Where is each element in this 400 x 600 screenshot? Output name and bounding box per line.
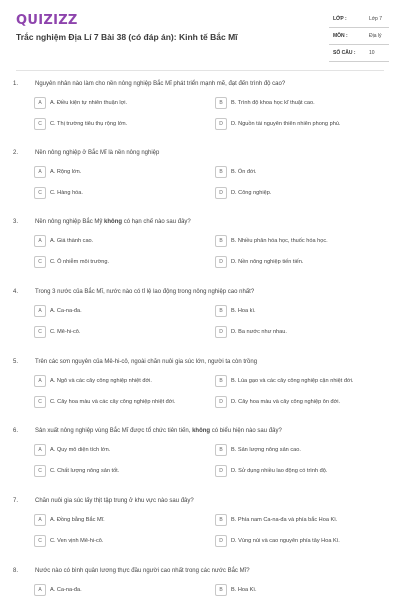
- option-letter-box: D: [215, 256, 227, 268]
- option-letter-box: C: [34, 326, 46, 338]
- question-text: Trên các sơn nguyên của Mê-hi-cô, ngoài chăn nuôi gia súc lớn, người ta còn trồng: [35, 359, 258, 365]
- option-letter-box: D: [215, 465, 227, 477]
- option-text: B. Sản lượng nông sản cao.: [231, 447, 301, 453]
- option-letter-box: A: [34, 584, 46, 596]
- option-letter-box: B: [215, 235, 227, 247]
- question-8: [0, 568, 400, 600]
- question-text: Trong 3 nước của Bắc Mĩ, nước nào có tỉ lệ lao động trong nông nghiệp cao nhất?: [35, 289, 255, 295]
- option-text: A. Rộng lớn.: [50, 169, 82, 175]
- option-text: A. Ca-na-đa.: [50, 587, 82, 593]
- option-text: C. Hàng hóa.: [50, 190, 83, 196]
- option-text: C. Cây hoa màu và các cây công nghiệp nhiệt đới.: [50, 399, 176, 405]
- question-text-part: Nền nông nghiệp Bắc Mỹ: [35, 219, 105, 225]
- option-letter-box: B: [215, 514, 227, 526]
- option-letter-box: B: [215, 166, 227, 178]
- option-text: D. Nguồn tài nguyên thiên nhiên phong phú.: [231, 121, 341, 127]
- option-letter-box: C: [34, 465, 46, 477]
- option-letter-box: A: [34, 444, 46, 456]
- option-letter-box: D: [215, 118, 227, 130]
- option-text: C. Thị trường tiêu thụ rộng lớn.: [50, 121, 128, 127]
- option-letter-box: A: [34, 97, 46, 109]
- meta-value: Địa lý: [369, 33, 382, 39]
- option-letter-box: A: [34, 514, 46, 526]
- option-text: A. Đồng bằng Bắc Mĩ.: [50, 517, 105, 523]
- option-text: D. Cây hoa màu và cây công nghiệp ôn đới.: [231, 399, 341, 405]
- meta-label: LỚP :: [333, 16, 347, 22]
- header-divider: [16, 70, 384, 71]
- question-number: 4.: [13, 289, 19, 295]
- option-text: A. Quy mô diện tích lớn.: [50, 447, 111, 453]
- meta-table: [329, 13, 389, 62]
- question-text-part: Sản xuất nông nghiệp vùng Bắc Mĩ được tổ chức tiên tiến,: [35, 428, 193, 434]
- option-letter-box: A: [34, 305, 46, 317]
- option-text: C. Chất lượng nông sản tốt.: [50, 468, 120, 474]
- option-text: D. Sử dụng nhiều lao động có trình độ.: [231, 468, 328, 474]
- question-1: [0, 81, 400, 151]
- option-text: D. Nền nông nghiệp tiến tiến.: [231, 259, 304, 265]
- question-text: Nguyên nhân nào làm cho nền nông nghiệp Bắc Mĩ phát triển mạnh mẽ, đạt đến trình độ cao?: [35, 81, 286, 87]
- option-letter-box: A: [34, 375, 46, 387]
- option-letter-box: B: [215, 375, 227, 387]
- option-letter-box: D: [215, 396, 227, 408]
- question-text: [35, 428, 282, 434]
- question-negation: không: [104, 219, 123, 225]
- question-number: 3.: [13, 219, 19, 225]
- option-text: C. Ô nhiễm môi trường.: [50, 259, 110, 265]
- option-text: A. Ngô và các cây công nghiệp nhiệt đới.: [50, 378, 152, 384]
- option-text: B. Hoa kì.: [231, 308, 256, 314]
- question-number: 5.: [13, 359, 19, 365]
- question-text: Chăn nuôi gia súc lấy thịt tập trung ở khu vực nào sau đây?: [35, 498, 194, 504]
- option-text: B. Phía nam Ca-na-đa và phía bắc Hoa Kì.: [231, 517, 338, 523]
- option-text: D. Vùng núi và cao nguyên phía tây Hoa Kì.: [231, 538, 340, 544]
- question-text-part: có hạn chế nào sau đây?: [122, 219, 191, 225]
- question-3: [0, 219, 400, 289]
- meta-row-class: [329, 13, 389, 28]
- question-negation: không: [192, 428, 211, 434]
- option-text: C. Ven vịnh Mê-hi-cô.: [50, 538, 104, 544]
- question-5: [0, 359, 400, 429]
- option-letter-box: D: [215, 187, 227, 199]
- option-letter-box: C: [34, 187, 46, 199]
- option-letter-box: A: [34, 166, 46, 178]
- question-number: 7.: [13, 498, 19, 504]
- option-text: C. Mê-hi-cô.: [50, 329, 81, 335]
- option-text: B. Trình độ khoa học kĩ thuật cao.: [231, 100, 315, 106]
- question-text: [35, 219, 191, 225]
- option-letter-box: C: [34, 256, 46, 268]
- option-text: A. Ca-na-đa.: [50, 308, 82, 314]
- option-text: B. Lúa gạo và các cây công nghiệp cận nhiệt đới.: [231, 378, 354, 384]
- question-text-part: có biểu hiện nào sau đây?: [210, 428, 282, 434]
- meta-label: SỐ CÂU :: [333, 50, 356, 56]
- worksheet-header: [0, 0, 400, 66]
- meta-row-question-count: [329, 47, 389, 62]
- page-title: Trắc nghiệm Địa Lí 7 Bài 38 (có đáp án): Kinh tế Bắc Mĩ: [16, 32, 238, 42]
- quizizz-logo: QUIZIZZ: [16, 13, 78, 28]
- option-letter-box: A: [34, 235, 46, 247]
- question-number: 2.: [13, 150, 19, 156]
- meta-value: Lớp 7: [369, 16, 383, 22]
- option-letter-box: C: [34, 396, 46, 408]
- option-text: B. Hoa Kì.: [231, 587, 257, 593]
- option-letter-box: B: [215, 444, 227, 456]
- option-text: B. Nhiều phân hóa học, thuốc hóa học.: [231, 238, 328, 244]
- option-text: D. Công nghiệp.: [231, 190, 272, 196]
- question-number: 6.: [13, 428, 19, 434]
- option-letter-box: B: [215, 305, 227, 317]
- option-text: D. Ba nước như nhau.: [231, 329, 287, 335]
- question-text: Nước nào có bình quân lương thực đầu người cao nhất trong các nước Bắc Mĩ?: [35, 568, 250, 574]
- option-letter-box: D: [215, 326, 227, 338]
- option-text: A. Giá thành cao.: [50, 238, 94, 244]
- meta-row-subject: [329, 30, 389, 45]
- question-7: [0, 498, 400, 568]
- option-letter-box: C: [34, 535, 46, 547]
- question-6: [0, 428, 400, 498]
- option-letter-box: D: [215, 535, 227, 547]
- option-text: A. Điều kiện tự nhiên thuận lợi.: [50, 100, 128, 106]
- question-4: [0, 289, 400, 359]
- option-text: B. Ổn đới.: [231, 169, 257, 175]
- meta-label: MÔN :: [333, 33, 348, 39]
- option-letter-box: B: [215, 97, 227, 109]
- question-number: 1.: [13, 81, 19, 87]
- question-number: 8.: [13, 568, 19, 574]
- question-text: Nền nông nghiệp ở Bắc Mĩ là nền nông nghiệp: [35, 150, 160, 156]
- option-letter-box: C: [34, 118, 46, 130]
- option-letter-box: B: [215, 584, 227, 596]
- question-2: [0, 150, 400, 220]
- meta-value: 10: [369, 50, 375, 56]
